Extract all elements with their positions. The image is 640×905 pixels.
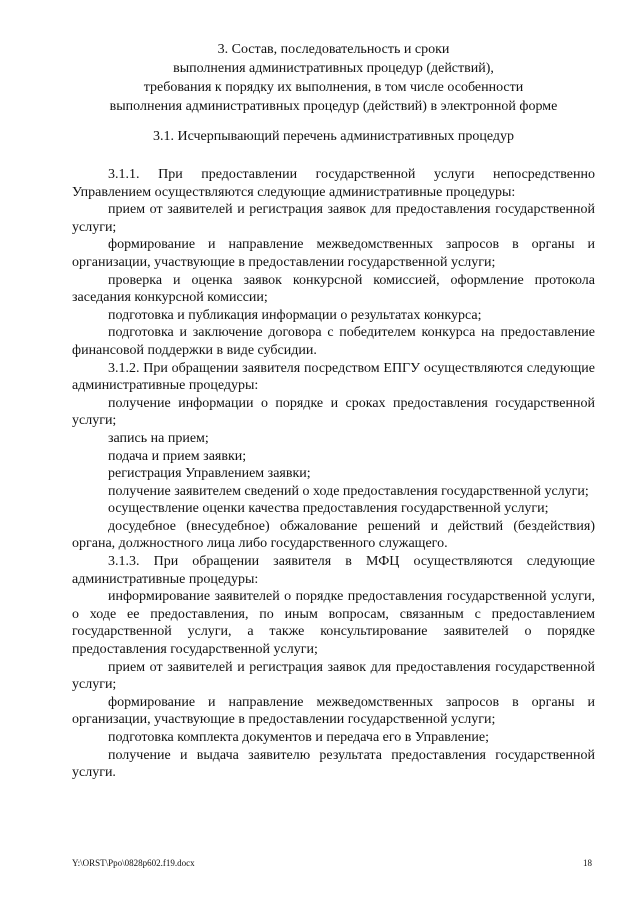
paragraph: подготовка и публикация информации о результатах конкурса; <box>108 307 482 323</box>
paragraph: подготовка и заключение договора с победителем конкурса на предоставление финансовой поддержки в виде субсидии. <box>72 325 595 358</box>
paragraph: формирование и направление межведомственных запросов в органы и организации, участвующие в предоставлении государственной услуги; <box>72 694 595 728</box>
section-heading-line: требования к порядку их выполнения, в том числе особенности <box>143 80 524 95</box>
subsection-heading: 3.1. Исчерпывающий перечень административных процедур <box>152 129 515 144</box>
paragraph: запись на прием; <box>108 430 209 446</box>
section-heading-line: выполнения административных процедур (действий) в электронной форме <box>109 99 558 114</box>
paragraph: получение информации о порядке и сроках предоставления государственной услуги; <box>72 395 595 429</box>
section-heading <box>72 40 595 116</box>
paragraph: 3.1.2. При обращении заявителя посредством ЕПГУ осуществляются следующие административные процедуры: <box>72 360 595 394</box>
paragraph: 3.1.3. При обращении заявителя в МФЦ осуществляются следующие административные процедуры: <box>72 554 595 587</box>
section-heading-line: выполнения административных процедур (действий), <box>173 61 494 76</box>
section-heading-line: 3. Состав, последовательность и сроки <box>217 42 450 57</box>
paragraph: подготовка комплекта документов и передача его в Управление; <box>108 730 489 745</box>
footer-page-number: 18 <box>583 858 592 868</box>
paragraph: формирование и направление межведомственных запросов в органы и организации, участвующие в предоставлении государственной услуги; <box>72 237 595 270</box>
footer-file-path: Y:\ORST\Ppo\0828p602.f19.docx <box>72 858 195 868</box>
paragraph: регистрация Управлением заявки; <box>108 466 311 482</box>
paragraph: прием от заявителей и регистрация заявок для предоставления государственной услуги; <box>72 202 595 235</box>
document-body <box>72 166 595 782</box>
paragraph: получение заявителем сведений о ходе предоставления государственной услуги; <box>108 483 589 499</box>
paragraph: подача и прием заявки; <box>108 448 247 464</box>
paragraph: осуществление оценки качества предоставления государственной услуги; <box>108 501 549 517</box>
paragraph: 3.1.1. При предоставлении государственной услуги непосредственно Управлением осуществляются следующие административные процедуры: <box>72 167 595 200</box>
paragraph: получение и выдача заявителю результата предоставления государственной услуги. <box>72 747 595 781</box>
document-page <box>72 0 595 905</box>
paragraph: досудебное (внесудебное) обжалование решений и действий (бездействия) органа, должностного лица либо государственного служащего. <box>72 518 595 552</box>
paragraph: информирование заявителей о порядке предоставления государственной услуги, о ходе ее предоставления, по иным вопросам, связанным с предоставлением государственной услуги, а также консультирование заявителей о порядке предоставления государственной услуги; <box>72 589 595 658</box>
paragraph: проверка и оценка заявок конкурсной комиссией, оформление протокола заседания конкурсной комиссии; <box>72 272 595 306</box>
paragraph: прием от заявителей и регистрация заявок для предоставления государственной услуги; <box>72 659 595 693</box>
